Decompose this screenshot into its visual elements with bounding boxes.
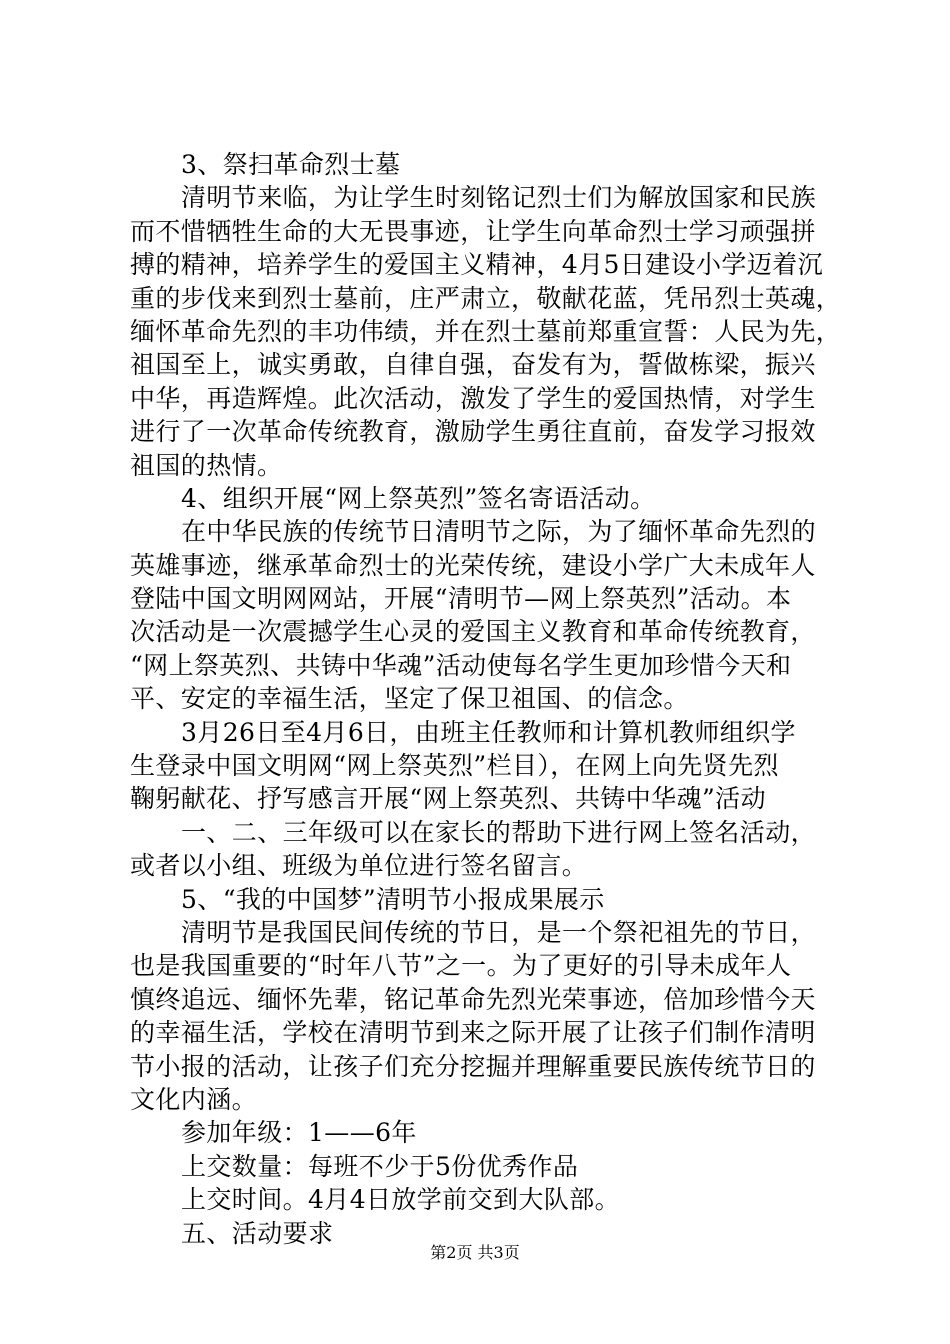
text-line: 次活动是一次震撼学生心灵的爱国主义教育和革命传统教育，	[130, 617, 816, 647]
text-line: 或者以小组、班级为单位进行签名留言。	[130, 851, 588, 881]
text-line: 慎终追远、缅怀先辈，铭记革命先烈光荣事迹，倍加珍惜今天	[130, 984, 816, 1014]
text-line: 上交时间。4月4日放学前交到大队部。	[181, 1185, 621, 1215]
text-line: 的幸福生活，学校在清明节到来之际开展了让孩子们制作清明	[130, 1018, 816, 1048]
text-line: 鞠躬献花、抒写感言开展“网上祭英烈、共铸中华魂”活动	[130, 784, 766, 814]
text-line: 也是我国重要的“时年八节”之一。为了更好的引导未成年人	[130, 951, 792, 981]
text-line: 重的步伐来到烈士墓前，庄严肃立，敬献花蓝，凭吊烈士英魂，	[130, 283, 842, 313]
text-line: 上交数量：每班不少于5份优秀作品	[181, 1151, 579, 1181]
text-line: 一、二、三年级可以在家长的帮助下进行网上签名活动，	[181, 817, 817, 847]
text-line: 5、“我的中国梦”清明节小报成果展示	[181, 884, 605, 914]
text-line: 缅怀革命先烈的丰功伟绩，并在烈士墓前郑重宣誓：人民为先，	[130, 316, 842, 346]
text-line: 英雄事迹，继承革命烈士的光荣传统，建设小学广大未成年人	[130, 550, 816, 580]
text-line: “网上祭英烈、共铸中华魂”活动使每名学生更加珍惜今天和	[130, 650, 792, 680]
text-line: 祖国的热情。	[130, 450, 283, 480]
page-footer: 第2页 共3页	[430, 1243, 520, 1262]
text-line: 文化内涵。	[130, 1084, 258, 1114]
text-line: 进行了一次革命传统教育，激励学生勇往直前，奋发学习报效	[130, 417, 816, 447]
document-body	[130, 148, 842, 1250]
text-line: 五、活动要求	[181, 1218, 334, 1248]
text-line: 而不惜牺牲生命的大无畏事迹，让学生向革命烈士学习顽强拼	[130, 216, 816, 246]
text-line: 3月26日至4月6日，由班主任教师和计算机教师组织学	[181, 717, 796, 747]
text-line: 搏的精神，培养学生的爱国主义精神，4月5日建设小学迈着沉	[130, 250, 824, 280]
text-line: 登陆中国文明网网站，开展“清明节—网上祭英烈”活动。本	[130, 584, 792, 614]
text-line: 平、安定的幸福生活，坚定了保卫祖国、的信念。	[130, 684, 689, 714]
text-line: 中华，再造辉煌。此次活动，激发了学生的爱国热情，对学生	[130, 383, 816, 413]
text-line: 清明节来临，为让学生时刻铭记烈士们为解放国家和民族	[181, 183, 817, 213]
text-line: 4、组织开展“网上祭英烈”签名寄语活动。	[181, 483, 656, 513]
text-line: 3、祭扫革命烈士墓	[181, 150, 401, 179]
text-line: 清明节是我国民间传统的节日，是一个祭祀祖先的节日，	[181, 917, 817, 947]
text-line: 节小报的活动，让孩子们充分挖掘并理解重要民族传统节日的	[130, 1051, 816, 1081]
text-line: 在中华民族的传统节日清明节之际，为了缅怀革命先烈的	[181, 517, 817, 547]
text-line: 祖国至上，诚实勇敢，自律自强，奋发有为，誓做栋梁，振兴	[130, 350, 816, 380]
text-line: 生登录中国文明网“网上祭英烈”栏目），在网上向先贤先烈	[130, 751, 779, 781]
text-line: 参加年级：1——6年	[181, 1118, 417, 1148]
